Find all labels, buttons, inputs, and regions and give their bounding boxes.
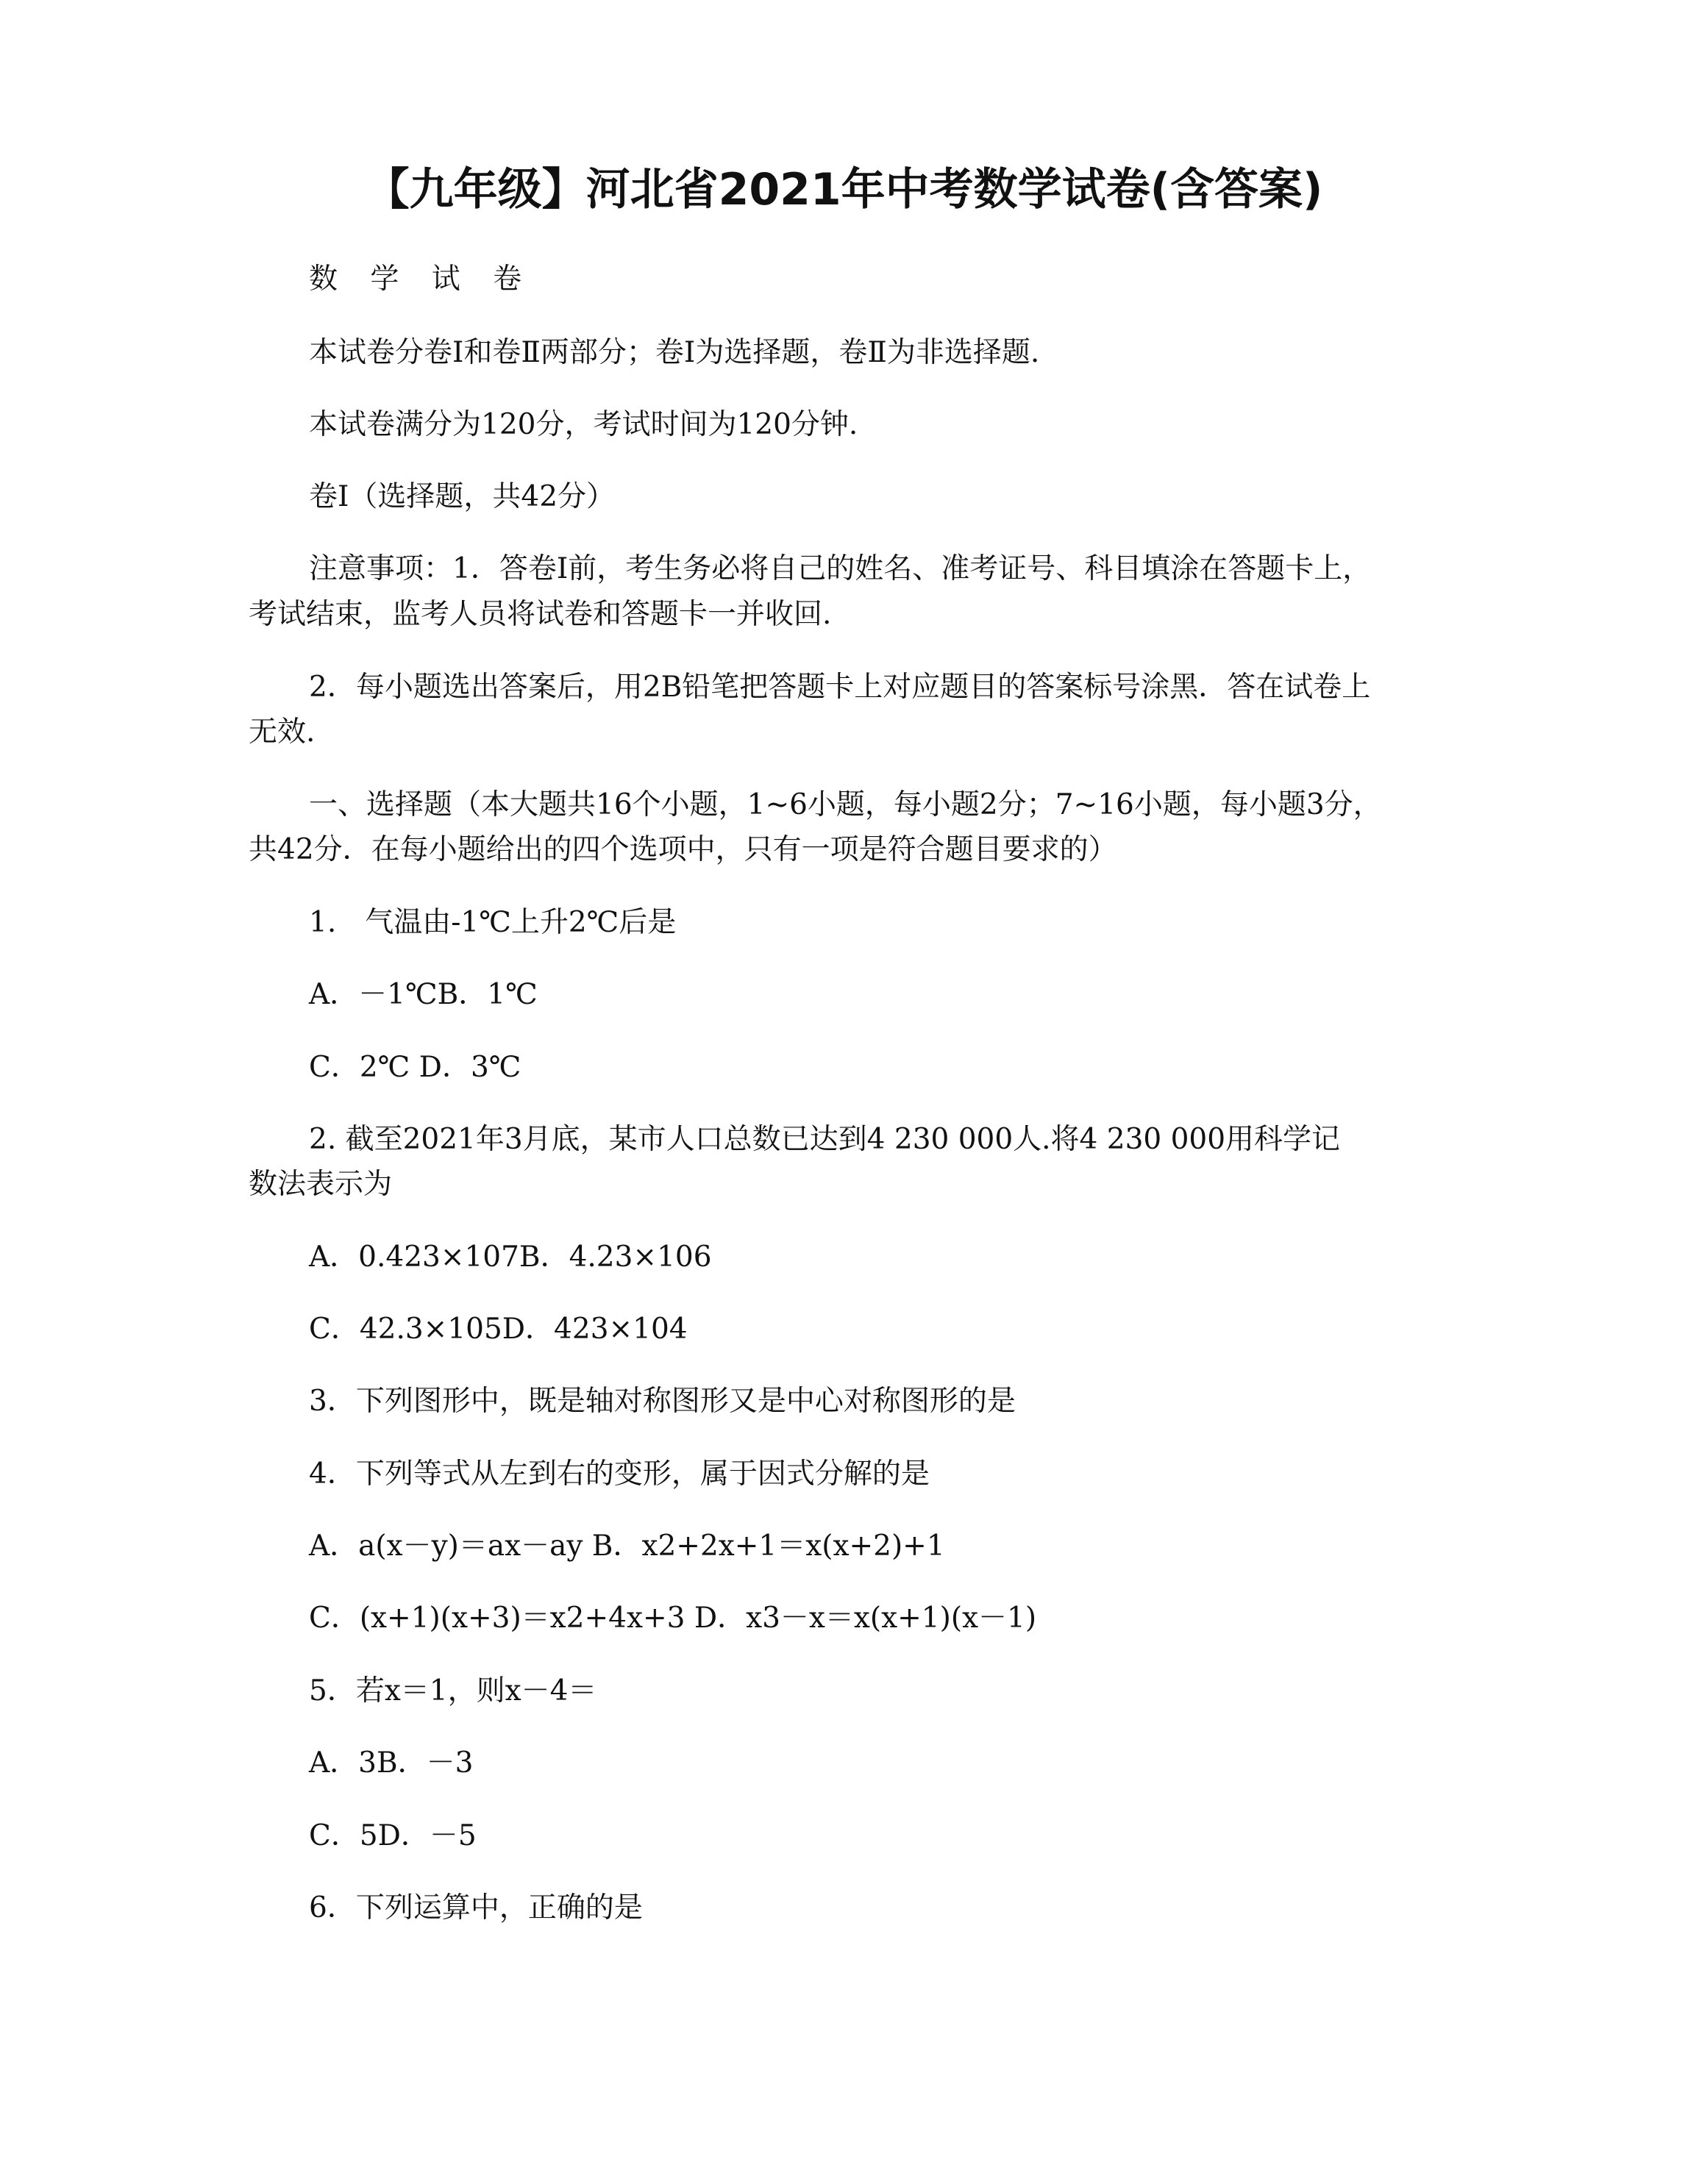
question-2-options-cd: C．42.3×105D．423×104	[309, 1313, 688, 1346]
section-instructions-cont: 共42分．在每小题给出的四个选项中，只有一项是符合题目要求的）	[249, 833, 1117, 866]
notice-line-2-cont: 无效.	[249, 715, 316, 749]
question-1: 1. 气温由-1℃上升2℃后是	[309, 906, 677, 939]
question-2-cont: 数法表示为	[249, 1168, 393, 1201]
question-5-options-ab: A．3B．－3	[309, 1746, 474, 1780]
question-2: 2. 截至2021年3月底，某市人口总数已达到4 230 000人.将4 230 000用科学记	[309, 1123, 1341, 1156]
question-2-options-ab: A．0.423×107B．4.23×106	[309, 1241, 712, 1274]
exam-structure-note: 本试卷分卷Ⅰ和卷Ⅱ两部分；卷Ⅰ为选择题，卷Ⅱ为非选择题.	[309, 336, 1040, 369]
notice-line-1-cont: 考试结束，监考人员将试卷和答题卡一并收回.	[249, 598, 832, 631]
question-5: 5．若x＝1，则x－4＝	[309, 1674, 597, 1707]
question-1-options-ab: A．－1℃B．1℃	[309, 978, 538, 1011]
question-4: 4．下列等式从左到右的变形，属于因式分解的是	[309, 1457, 930, 1491]
paper-heading: 数 学 试 卷	[309, 263, 534, 296]
question-6: 6．下列运算中，正确的是	[309, 1891, 643, 1924]
question-3: 3．下列图形中，既是轴对称图形又是中心对称图形的是	[309, 1385, 1016, 1418]
document-title: 【九年级】河北省2021年中考数学试卷(含答案)	[365, 164, 1323, 215]
question-4-options-ab: A．a(x－y)＝ax－ay B．x2+2x+1＝x(x+2)+1	[309, 1530, 945, 1563]
exam-score-time-note: 本试卷满分为120分，考试时间为120分钟.	[309, 408, 858, 441]
question-5-options-cd: C．5D．－5	[309, 1819, 477, 1852]
question-1-options-cd: C．2℃ D．3℃	[309, 1051, 521, 1084]
section-instructions: 一、选择题（本大题共16个小题，1~6小题，每小题2分；7~16小题，每小题3分，	[309, 788, 1382, 821]
notice-line-1: 注意事项：1．答卷Ⅰ前，考生务必将自己的姓名、准考证号、科目填涂在答题卡上，	[309, 552, 1372, 585]
section-heading-part1: 卷Ⅰ（选择题，共42分）	[309, 480, 616, 513]
question-4-options-cd: C．(x+1)(x+3)＝x2+4x+3 D．x3－x＝x(x+1)(x－1)	[309, 1602, 1037, 1635]
notice-line-2: 2．每小题选出答案后，用2B铅笔把答题卡上对应题目的答案标号涂黑．答在试卷上	[309, 671, 1371, 704]
